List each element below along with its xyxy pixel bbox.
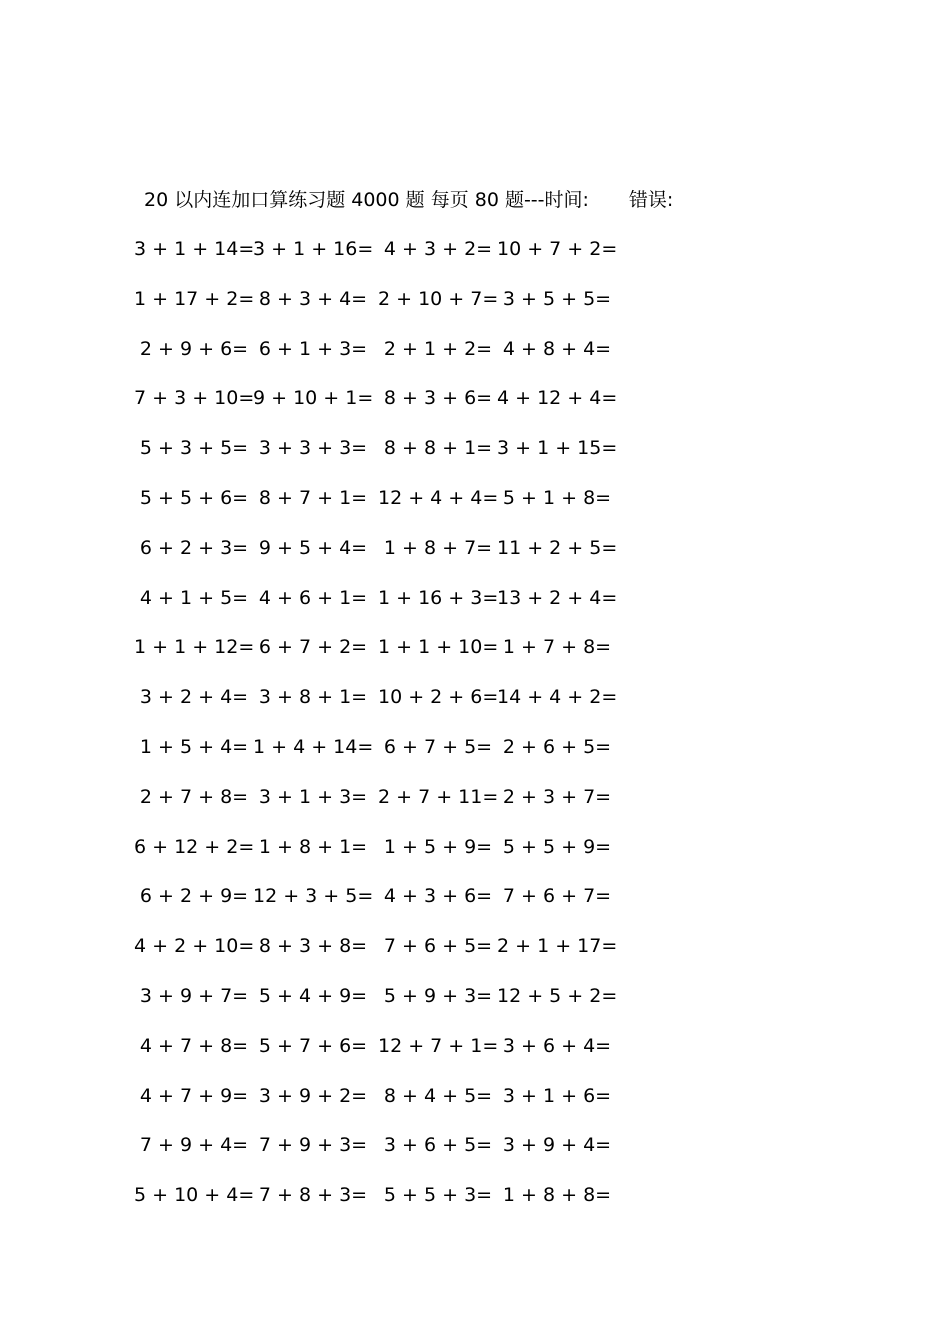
problem-row	[0, 834, 950, 884]
problem-item: 5 + 10 + 4=	[134, 1184, 255, 1207]
problem-item: 7 + 6 + 7=	[502, 885, 612, 908]
problem-item: 5 + 9 + 3=	[383, 984, 493, 1007]
problem-item: 1 + 4 + 14=	[253, 735, 374, 758]
problem-item: 2 + 1 + 17=	[497, 935, 618, 958]
problem-item: 8 + 7 + 1=	[258, 486, 368, 509]
problem-row	[0, 883, 950, 933]
problem-item: 8 + 3 + 8=	[258, 935, 368, 958]
problem-item: 1 + 1 + 12=	[134, 636, 255, 659]
problem-item: 12 + 3 + 5=	[253, 885, 374, 908]
problem-row	[0, 435, 950, 485]
problem-item: 12 + 7 + 1=	[378, 1034, 499, 1057]
problem-item: 1 + 1 + 10=	[378, 636, 499, 659]
problem-item: 6 + 2 + 9=	[139, 885, 249, 908]
problem-item: 5 + 5 + 6=	[139, 486, 249, 509]
problem-item: 7 + 3 + 10=	[134, 387, 255, 410]
problem-item: 4 + 2 + 10=	[134, 935, 255, 958]
problem-item: 1 + 8 + 7=	[383, 536, 493, 559]
problem-item: 5 + 7 + 6=	[258, 1034, 368, 1057]
problem-item: 2 + 3 + 7=	[502, 785, 612, 808]
problem-item: 2 + 9 + 6=	[139, 337, 249, 360]
problem-item: 8 + 3 + 4=	[258, 287, 368, 310]
problem-item: 8 + 4 + 5=	[383, 1084, 493, 1107]
problem-item: 3 + 6 + 4=	[502, 1034, 612, 1057]
problem-item: 5 + 3 + 5=	[139, 437, 249, 460]
problem-item: 4 + 8 + 4=	[502, 337, 612, 360]
worksheet-title: 20 以内连加口算练习题 4000 题 每页 80 题---时间:	[144, 189, 589, 211]
problem-item: 1 + 5 + 9=	[383, 835, 493, 858]
problem-item: 4 + 3 + 6=	[383, 885, 493, 908]
problem-item: 2 + 7 + 11=	[378, 785, 499, 808]
problem-item: 5 + 5 + 3=	[383, 1184, 493, 1207]
problem-row	[0, 983, 950, 1033]
problem-item: 5 + 1 + 8=	[502, 486, 612, 509]
problem-item: 1 + 16 + 3=	[378, 586, 499, 609]
problem-row	[0, 634, 950, 684]
problem-row	[0, 286, 950, 336]
problem-item: 10 + 2 + 6=	[378, 686, 499, 709]
problem-item: 3 + 1 + 3=	[258, 785, 368, 808]
problem-item: 4 + 1 + 5=	[139, 586, 249, 609]
problem-item: 3 + 1 + 15=	[497, 437, 618, 460]
problem-item: 4 + 3 + 2=	[383, 238, 493, 260]
problem-item: 3 + 9 + 4=	[502, 1134, 612, 1157]
problem-item: 6 + 12 + 2=	[134, 835, 255, 858]
problem-item: 3 + 6 + 5=	[383, 1134, 493, 1157]
errors-label: 错误:	[628, 189, 674, 211]
problem-item: 1 + 5 + 4=	[139, 735, 249, 758]
problem-row	[0, 535, 950, 585]
problem-item: 8 + 8 + 1=	[383, 437, 493, 460]
problem-item: 2 + 1 + 2=	[383, 337, 493, 360]
problem-row	[0, 1132, 950, 1182]
problem-row	[0, 1083, 950, 1133]
problem-item: 4 + 7 + 9=	[139, 1084, 249, 1107]
problem-item: 3 + 1 + 6=	[502, 1084, 612, 1107]
problem-row	[0, 1182, 950, 1232]
problem-item: 10 + 7 + 2=	[497, 238, 618, 260]
problem-item: 14 + 4 + 2=	[497, 686, 618, 709]
problem-row	[0, 1033, 950, 1083]
problem-item: 1 + 8 + 1=	[258, 835, 368, 858]
problem-item: 1 + 8 + 8=	[502, 1184, 612, 1207]
problem-item: 4 + 7 + 8=	[139, 1034, 249, 1057]
problem-row	[0, 485, 950, 535]
problem-item: 13 + 2 + 4=	[497, 586, 618, 609]
problem-item: 7 + 6 + 5=	[383, 935, 493, 958]
problem-item: 8 + 3 + 6=	[383, 387, 493, 410]
problem-item: 2 + 6 + 5=	[502, 735, 612, 758]
problem-row	[0, 336, 950, 386]
problem-item: 5 + 5 + 9=	[502, 835, 612, 858]
problem-item: 9 + 10 + 1=	[253, 387, 374, 410]
problem-item: 6 + 7 + 5=	[383, 735, 493, 758]
worksheet-header	[144, 186, 673, 214]
problem-item: 7 + 8 + 3=	[258, 1184, 368, 1207]
problem-item: 3 + 1 + 14=	[134, 238, 255, 260]
problem-item: 3 + 1 + 16=	[253, 238, 374, 260]
problem-row	[0, 784, 950, 834]
problem-item: 12 + 4 + 4=	[378, 486, 499, 509]
problem-item: 4 + 6 + 1=	[258, 586, 368, 609]
problem-item: 1 + 7 + 8=	[502, 636, 612, 659]
problem-item: 3 + 9 + 7=	[139, 984, 249, 1007]
problem-row	[0, 236, 950, 286]
problem-item: 3 + 5 + 5=	[502, 287, 612, 310]
problem-row	[0, 684, 950, 734]
problem-item: 9 + 5 + 4=	[258, 536, 368, 559]
problem-grid	[0, 236, 950, 1232]
problem-item: 7 + 9 + 3=	[258, 1134, 368, 1157]
problem-row	[0, 933, 950, 983]
problem-item: 3 + 3 + 3=	[258, 437, 368, 460]
problem-item: 3 + 2 + 4=	[139, 686, 249, 709]
problem-row	[0, 385, 950, 435]
problem-item: 2 + 7 + 8=	[139, 785, 249, 808]
problem-row	[0, 734, 950, 784]
problem-item: 6 + 7 + 2=	[258, 636, 368, 659]
problem-item: 6 + 2 + 3=	[139, 536, 249, 559]
problem-item: 3 + 8 + 1=	[258, 686, 368, 709]
problem-row	[0, 585, 950, 635]
problem-item: 5 + 4 + 9=	[258, 984, 368, 1007]
problem-item: 7 + 9 + 4=	[139, 1134, 249, 1157]
problem-item: 12 + 5 + 2=	[497, 984, 618, 1007]
problem-item: 11 + 2 + 5=	[497, 536, 618, 559]
problem-item: 3 + 9 + 2=	[258, 1084, 368, 1107]
problem-item: 2 + 10 + 7=	[378, 287, 499, 310]
problem-item: 4 + 12 + 4=	[497, 387, 618, 410]
problem-item: 6 + 1 + 3=	[258, 337, 368, 360]
problem-item: 1 + 17 + 2=	[134, 287, 255, 310]
